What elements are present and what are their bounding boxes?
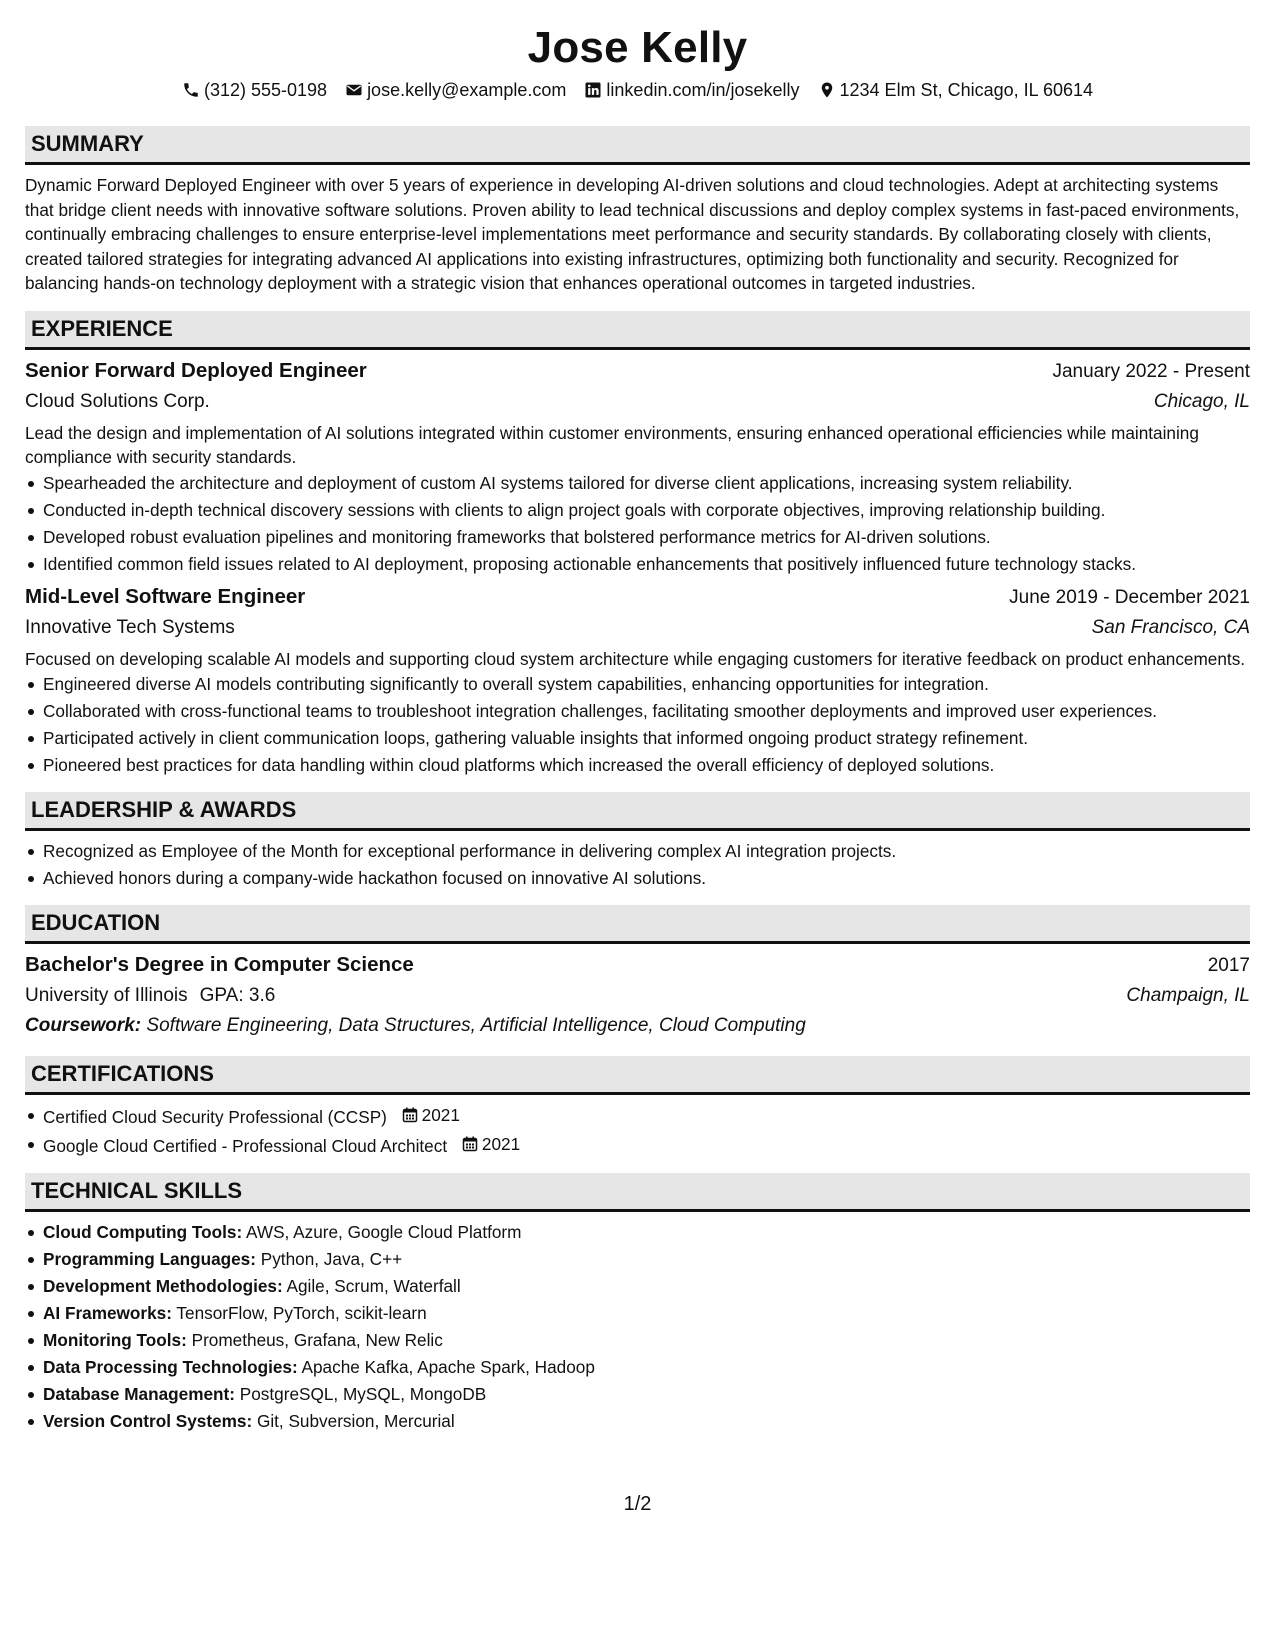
- bullet-item: Spearheaded the architecture and deployment of custom AI systems tailored for diverse client applications, increasing system reliability.: [25, 471, 1250, 495]
- certifications-list: [25, 1103, 1250, 1158]
- location-pin-icon: [818, 81, 836, 99]
- section-heading-experience: EXPERIENCE: [25, 311, 1250, 350]
- summary-text: Dynamic Forward Deployed Engineer with over 5 years of experience in developing AI-driven solutions and cloud technologies. Adept at architecting systems that bridge client needs with innovative software solutions. Proven ability to lead technical discussions and deploy complex systems in fast-paced environments, continually embracing challenges to ensure enterprise-level implementations meet performance and security standards. By collaborating closely with clients, created tailored strategies for integrating advanced AI applications into existing infrastructures, optimizing both functionality and security. Recognized for balancing hands-on technology deployment with a strategic vision that enhances operational outcomes in targeted industries.: [25, 175, 1240, 293]
- school-line: [25, 981, 275, 1011]
- job-bullets: [25, 672, 1250, 777]
- phone-text: (312) 555-0198: [203, 80, 328, 100]
- job-bullets: [25, 471, 1250, 576]
- skill-label: Cloud Computing Tools:: [43, 1222, 243, 1242]
- bullet-item: Pioneered best practices for data handling within cloud platforms which increased the overall efficiency of deployed solutions.: [25, 753, 1250, 777]
- bullet-item: Engineered diverse AI models contributing significantly to overall system capabilities, enhancing opportunities for integration.: [25, 672, 1250, 696]
- skill-value: Git, Subversion, Mercurial: [256, 1411, 455, 1431]
- skill-value: Prometheus, Grafana, New Relic: [191, 1330, 443, 1350]
- job-company: Cloud Solutions Corp.: [25, 390, 210, 412]
- calendar-icon: [462, 1136, 478, 1152]
- skill-item: [25, 1274, 1250, 1298]
- resume-page: [25, 22, 1250, 1436]
- candidate-name: Jose Kelly: [527, 23, 748, 72]
- section-heading-education: EDUCATION: [25, 905, 1250, 944]
- job-dates: June 2019 - December 2021: [1009, 586, 1250, 608]
- contact-email[interactable]: [345, 78, 566, 102]
- skill-item: [25, 1355, 1250, 1379]
- school-location: Champaign, IL: [1126, 985, 1250, 1006]
- envelope-icon: [345, 81, 363, 99]
- job-entry: [25, 582, 1250, 778]
- skill-item: [25, 1409, 1250, 1433]
- award-item: Achieved honors during a company-wide hackathon focused on innovative AI solutions.: [25, 866, 1250, 890]
- skill-label: Version Control Systems:: [43, 1411, 253, 1431]
- address-text: 1234 Elm St, Chicago, IL 60614: [839, 80, 1094, 100]
- section-heading-summary: SUMMARY: [25, 126, 1250, 165]
- bullet-item: Developed robust evaluation pipelines and monitoring frameworks that bolstered performance metrics for AI-driven solutions.: [25, 525, 1250, 549]
- job-location: San Francisco, CA: [1091, 616, 1250, 638]
- job-company: Innovative Tech Systems: [25, 616, 235, 638]
- phone-icon: [182, 81, 200, 99]
- job-dates: January 2022 - Present: [1052, 360, 1250, 382]
- skill-value: AWS, Azure, Google Cloud Platform: [246, 1222, 522, 1242]
- coursework-line: [25, 1011, 1250, 1041]
- gpa: GPA: 3.6: [199, 985, 276, 1006]
- section-heading-skills: TECHNICAL SKILLS: [25, 1173, 1250, 1212]
- certification-year: 2021: [421, 1105, 460, 1125]
- certification-name: Google Cloud Certified - Professional Cloud Architect: [43, 1136, 448, 1156]
- certification-item: [25, 1103, 1250, 1129]
- skill-value: Apache Kafka, Apache Spark, Hadoop: [301, 1357, 595, 1377]
- job-location: Chicago, IL: [1153, 390, 1250, 412]
- job-description: Lead the design and implementation of AI solutions integrated within customer environments, ensuring enhanced operational efficiencies while maintaining compliance with security standards.: [25, 422, 1199, 467]
- bullet-item: Identified common field issues related to AI deployment, proposing actionable enhancements that positively influenced future technology stacks.: [25, 552, 1250, 576]
- contact-phone: [182, 78, 327, 102]
- contact-bar: [25, 78, 1250, 102]
- education-entry: [25, 950, 1250, 1041]
- skill-label: Programming Languages:: [43, 1249, 256, 1269]
- skill-label: AI Frameworks:: [43, 1303, 172, 1323]
- awards-list: [25, 839, 1250, 890]
- linkedin-link[interactable]: linkedin.com/in/josekelly: [606, 80, 800, 100]
- award-item: Recognized as Employee of the Month for exceptional performance in delivering complex AI integration projects.: [25, 839, 1250, 863]
- calendar-icon: [402, 1107, 418, 1123]
- section-heading-awards: LEADERSHIP & AWARDS: [25, 792, 1250, 831]
- skills-list: [25, 1220, 1250, 1433]
- page-number: 1/2: [623, 1493, 652, 1515]
- degree-title: Bachelor's Degree in Computer Science: [25, 953, 414, 976]
- certification-name: Certified Cloud Security Professional (CCSP): [43, 1107, 387, 1127]
- certification-year: 2021: [481, 1134, 521, 1154]
- skill-value: Agile, Scrum, Waterfall: [286, 1276, 461, 1296]
- job-title: Senior Forward Deployed Engineer: [25, 358, 367, 382]
- linkedin-icon: [584, 81, 602, 99]
- contact-linkedin[interactable]: [584, 78, 799, 102]
- skill-label: Database Management:: [43, 1384, 235, 1404]
- skill-item: [25, 1328, 1250, 1352]
- bullet-item: Conducted in-depth technical discovery sessions with clients to align project goals with corporate objectives, improving relationship building.: [25, 498, 1250, 522]
- certification-item: [25, 1132, 1250, 1158]
- skill-item: [25, 1220, 1250, 1244]
- school-name: University of Illinois: [25, 985, 188, 1006]
- bullet-item: Collaborated with cross-functional teams to troubleshoot integration challenges, facilitating smoother deployments and improved user experiences.: [25, 699, 1250, 723]
- skill-item: [25, 1382, 1250, 1406]
- graduation-year: 2017: [1207, 955, 1250, 976]
- coursework-label: Coursework:: [25, 1015, 142, 1036]
- skill-item: [25, 1301, 1250, 1325]
- skill-label: Monitoring Tools:: [43, 1330, 187, 1350]
- skill-item: [25, 1247, 1250, 1271]
- section-heading-certifications: CERTIFICATIONS: [25, 1056, 1250, 1095]
- skill-value: Python, Java, C++: [260, 1249, 403, 1269]
- email-link[interactable]: jose.kelly@example.com: [367, 80, 567, 100]
- bullet-item: Participated actively in client communication loops, gathering valuable insights that informed ongoing product strategy refinement.: [25, 726, 1250, 750]
- job-title: Mid-Level Software Engineer: [25, 584, 306, 608]
- skill-value: PostgreSQL, MySQL, MongoDB: [239, 1384, 487, 1404]
- contact-address: [818, 78, 1094, 102]
- skill-label: Development Methodologies:: [43, 1276, 283, 1296]
- job-description: Focused on developing scalable AI models and supporting cloud system architecture while engaging customers for iterative feedback on product enhancements.: [25, 648, 1246, 669]
- coursework-list: Software Engineering, Data Structures, Artificial Intelligence, Cloud Computing: [146, 1015, 806, 1036]
- job-entry: [25, 356, 1250, 576]
- certification-date: [462, 1132, 520, 1156]
- skill-value: TensorFlow, PyTorch, scikit-learn: [176, 1303, 427, 1323]
- skill-label: Data Processing Technologies:: [43, 1357, 298, 1377]
- certification-date: [402, 1103, 460, 1127]
